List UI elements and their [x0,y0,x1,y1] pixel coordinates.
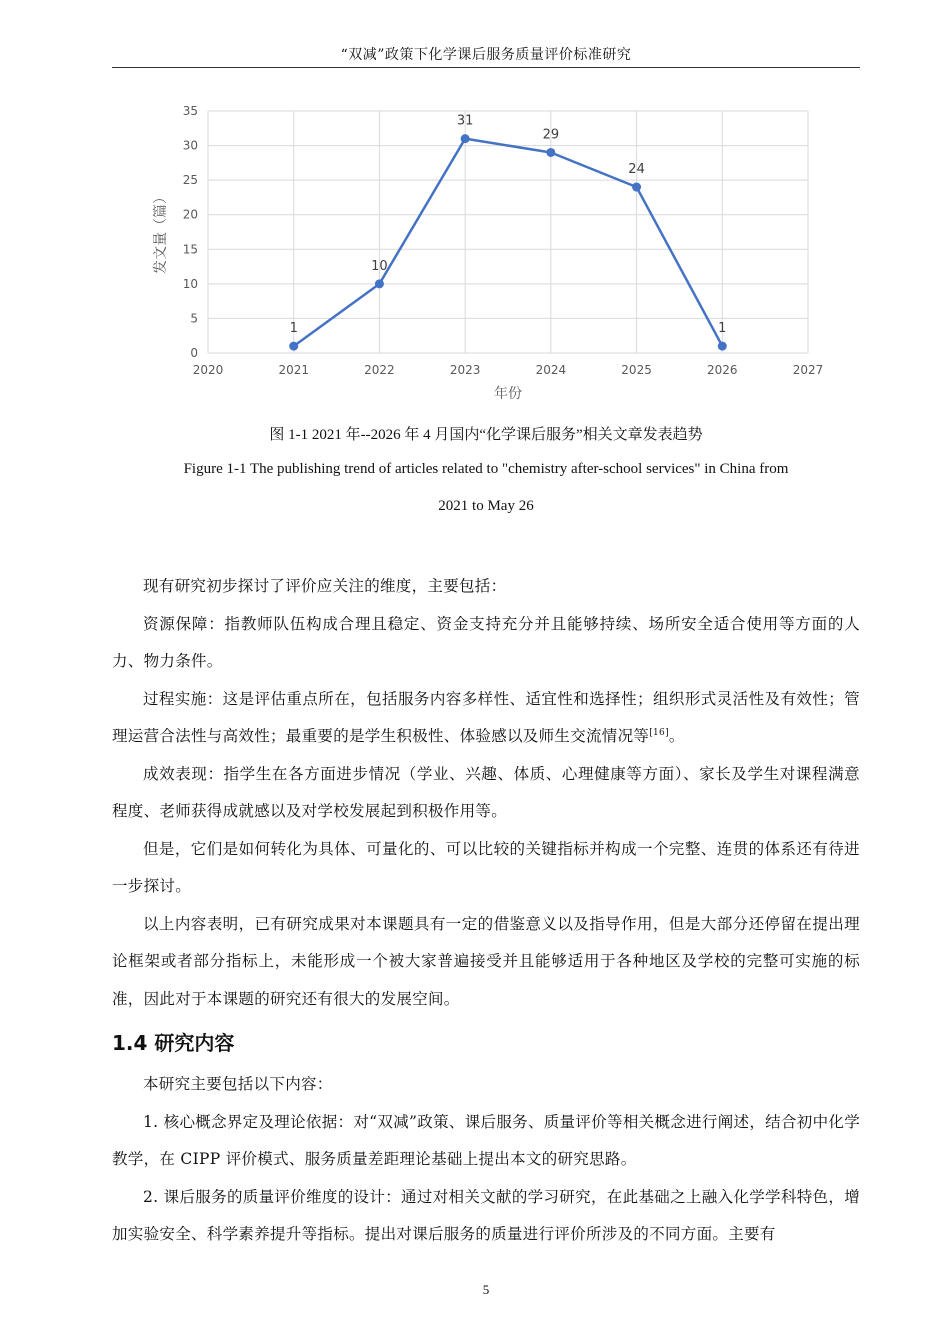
figure-caption-cn: 图 1-1 2021 年--2026 年 4 月国内“化学课后服务”相关文章发表趋势 [269,427,703,443]
x-tick-label: 2020 [192,363,224,377]
data-point [375,279,384,288]
y-tick-label: 5 [190,311,198,326]
x-tick-label: 2027 [792,363,824,377]
x-tick-label: 2022 [364,363,395,377]
section-heading: 1.4 研究内容 [112,1031,235,1055]
citation-ref: [16] [649,727,669,738]
x-tick-label: 2024 [535,363,567,377]
data-label: 24 [628,162,645,178]
paragraph-however: 但是，它们是如何转化为具体、可量化的、可以比较的关键指标并构成一个完整、连贯的体系还有待进一步探讨。 [112,839,860,895]
y-tick-label: 20 [182,207,198,222]
page-number: 5 [482,1282,490,1297]
paragraph-process-text: 过程实施：这是评估重点所在，包括服务内容多样性、适宜性和选择性；组织形式灵活性及有效性；管理运营合法性与高效性；最重要的是学生积极性、体验感以及师生交流情况等 [112,689,860,745]
data-label: 1 [718,321,727,337]
y-tick-label: 15 [182,242,198,257]
x-tick-label: 2023 [449,363,481,377]
paragraph-intro: 本研究主要包括以下内容： [143,1075,333,1093]
y-axis-title: 发文量（篇） [153,190,169,274]
x-tick-label: 2025 [621,363,652,377]
data-label: 31 [456,113,474,129]
data-point [546,148,555,157]
paragraph-item-1: 1. 核心概念界定及理论依据：对“双减”政策、课后服务、质量评价等相关概念进行阐述，结合初中化学教学，在 CIPP 评价模式、服务质量差距理论基础上提出本文的研究思路。 [112,1112,860,1168]
x-tick-label: 2021 [278,363,309,377]
data-label: 1 [289,321,298,337]
data-point [289,342,298,351]
data-point [461,134,470,143]
data-label: 29 [542,127,560,143]
publication-trend-chart [140,100,824,410]
paragraph-process-end: 。 [668,727,685,745]
paragraph-1: 现有研究初步探讨了评价应关注的维度，主要包括： [143,577,507,595]
y-tick-label: 25 [182,173,198,188]
body-text [112,568,860,1254]
data-point [632,183,641,192]
data-label: 10 [371,258,388,274]
x-tick-label: 2026 [707,363,738,377]
paragraph-outcome: 成效表现：指学生在各方面进步情况（学业、兴趣、体质、心理健康等方面）、家长及学生对课程满意程度、老师获得成就感以及对学校发展起到积极作用等。 [112,764,860,820]
paragraph-item-2: 2. 课后服务的质量评价维度的设计：通过对相关文献的学习研究，在此基础之上融入化学学科特色，增加实验安全、科学素养提升等指标。提出对课后服务的质量进行评价所涉及的不同方面。主要有 [112,1187,860,1243]
paragraph-resource: 资源保障：指教师队伍构成合理且稳定、资金支持充分并且能够持续、场所安全适合使用等方面的人力、物力条件。 [112,614,860,670]
header-rule [112,67,860,68]
paragraph-summary: 以上内容表明，已有研究成果对本课题具有一定的借鉴意义以及指导作用，但是大部分还停留在提出理论框架或者部分指标上，未能形成一个被大家普遍接受并且能够适用于各种地区及学校的完整可实施的标准，因此对于本课题的研究还有很大的发展空间。 [112,914,860,1008]
y-tick-label: 10 [182,276,198,291]
y-tick-label: 30 [182,138,198,153]
y-tick-label: 0 [190,346,198,360]
y-tick-label: 35 [182,104,198,118]
paragraph-process [112,681,860,756]
running-header: “双减”政策下化学课后服务质量评价标准研究 [340,47,632,63]
series-line [294,139,723,346]
x-axis-title: 年份 [494,386,522,402]
figure-caption-en-line1: Figure 1-1 The publishing trend of articles related to "chemistry after-school services" in China from [183,461,789,477]
data-point [718,342,727,351]
figure-caption-en-line2: 2021 to May 26 [438,498,534,514]
